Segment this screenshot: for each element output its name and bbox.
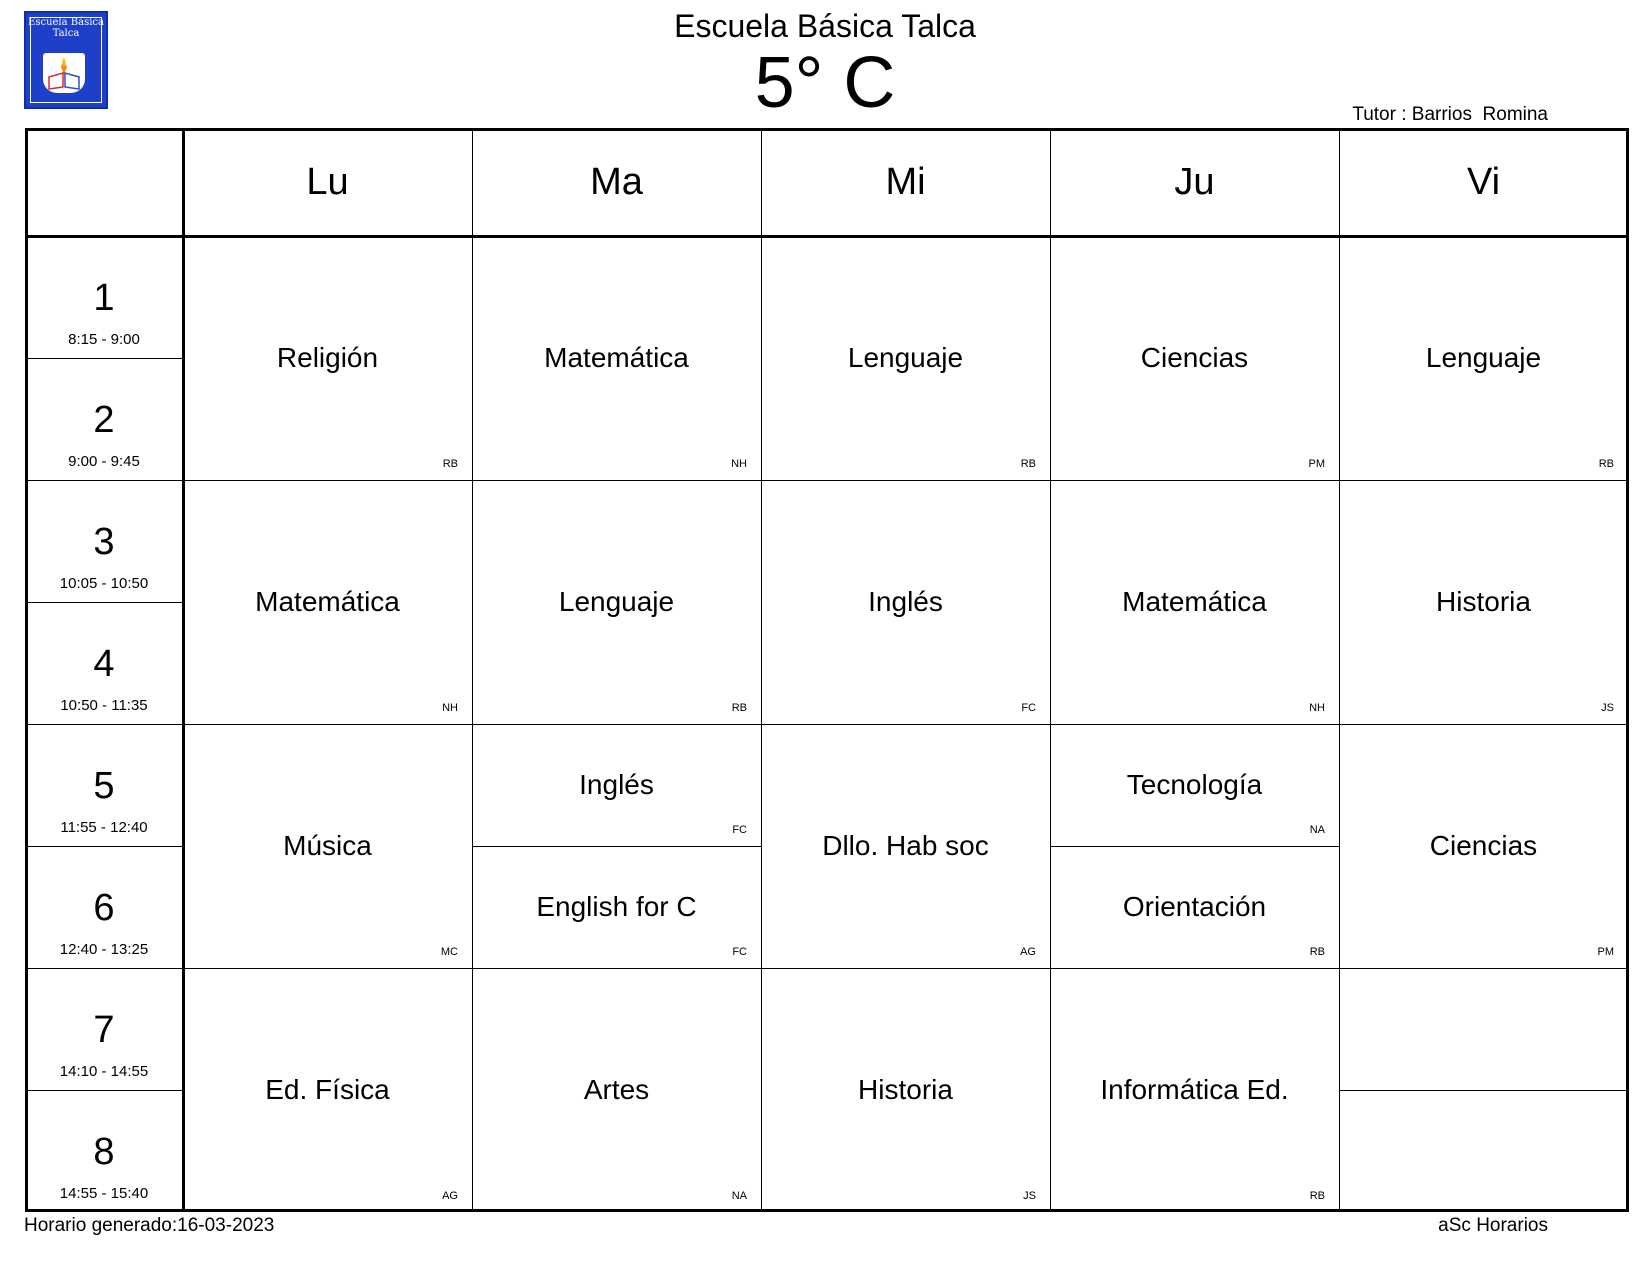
- lesson-cell[interactable]: [183, 724, 472, 968]
- lesson-subject: Ciencias: [1140, 342, 1249, 373]
- lesson-cell[interactable]: [1339, 236, 1628, 480]
- period-divider: [25, 358, 183, 359]
- day-header: Vi: [1466, 160, 1501, 203]
- lesson-teacher: NH: [1309, 702, 1325, 714]
- day-header: Mi: [885, 160, 926, 203]
- lesson-cell[interactable]: [761, 968, 1050, 1212]
- period-number: 7: [93, 1009, 115, 1051]
- period-time: 10:05 - 10:50: [59, 575, 149, 592]
- lesson-teacher: NA: [731, 1190, 747, 1202]
- lesson-cell[interactable]: [1339, 724, 1628, 968]
- period-number: 8: [93, 1131, 115, 1173]
- lesson-teacher: AG: [442, 1190, 458, 1202]
- class-name: 5° C: [754, 43, 896, 123]
- lesson-teacher: MC: [440, 946, 458, 958]
- lesson-subject: Ciencias: [1429, 830, 1538, 861]
- lesson-subject: Tecnología: [1126, 769, 1263, 800]
- empty-slot-divider: [1339, 1090, 1628, 1091]
- lesson-cell[interactable]: [183, 480, 472, 724]
- lesson-subject: Ed. Física: [265, 1074, 390, 1105]
- lesson-cell[interactable]: [1050, 236, 1339, 480]
- lesson-cell[interactable]: [1050, 724, 1339, 846]
- lesson-subject: Dllo. Hab soc: [822, 830, 989, 861]
- lesson-cell[interactable]: [472, 846, 761, 968]
- lesson-subject: Artes: [583, 1074, 650, 1105]
- lesson-teacher: RB: [1309, 946, 1325, 958]
- lesson-cell[interactable]: [1050, 480, 1339, 724]
- day-header: Lu: [306, 160, 349, 203]
- school-name: Escuela Básica Talca: [674, 8, 976, 44]
- lesson-cell[interactable]: [472, 480, 761, 724]
- lesson-cell[interactable]: [1050, 846, 1339, 968]
- lesson-teacher: JS: [1601, 702, 1614, 714]
- lesson-teacher: NH: [442, 702, 458, 714]
- period-number: 1: [93, 277, 115, 319]
- lesson-cell[interactable]: [472, 968, 761, 1212]
- software-brand: aSc Horarios: [1438, 1215, 1548, 1236]
- lesson-subject: Lenguaje: [847, 342, 964, 373]
- lesson-cell[interactable]: [1339, 480, 1628, 724]
- lesson-subject: Religión: [276, 342, 379, 373]
- period-time: 11:55 - 12:40: [60, 819, 148, 836]
- period-number: 3: [93, 521, 115, 563]
- lesson-teacher: RB: [1020, 458, 1036, 470]
- lesson-subject: Lenguaje: [558, 586, 675, 617]
- lesson-subject: Matemática: [255, 586, 400, 617]
- logo-text: Escuela Básica Talca: [28, 17, 104, 39]
- day-header: Ju: [1174, 160, 1215, 203]
- lesson-subject: Orientación: [1122, 891, 1267, 922]
- lesson-teacher: RB: [731, 702, 747, 714]
- period-time: 14:55 - 15:40: [59, 1185, 149, 1202]
- lesson-cell[interactable]: [761, 480, 1050, 724]
- lesson-cell[interactable]: [183, 236, 472, 480]
- lesson-teacher: PM: [1308, 458, 1325, 470]
- lesson-teacher: AG: [1020, 946, 1036, 958]
- lesson-subject: Música: [283, 830, 372, 861]
- period-time: 9:00 - 9:45: [68, 453, 140, 470]
- lesson-teacher: FC: [1021, 702, 1036, 714]
- timetable-grid: [25, 128, 1629, 1212]
- lesson-cell[interactable]: [472, 724, 761, 846]
- lesson-cell[interactable]: [761, 236, 1050, 480]
- lesson-subject: Lenguaje: [1425, 342, 1542, 373]
- lesson-subject: English for C: [536, 891, 697, 922]
- lesson-subject: Matemática: [1122, 586, 1267, 617]
- period-time: 12:40 - 13:25: [59, 941, 149, 958]
- period-number: 5: [93, 765, 115, 807]
- lesson-cell[interactable]: [183, 968, 472, 1212]
- lesson-subject: Inglés: [579, 769, 654, 800]
- lesson-cell[interactable]: [1050, 968, 1339, 1212]
- period-divider: [25, 602, 183, 603]
- lesson-teacher: NH: [731, 458, 747, 470]
- tutor-label: Tutor : Barrios Romina: [1352, 104, 1548, 125]
- period-time: 14:10 - 14:55: [59, 1063, 149, 1080]
- lesson-teacher: FC: [732, 824, 747, 836]
- lesson-teacher: PM: [1597, 946, 1614, 958]
- lesson-subject: Informática Ed.: [1100, 1074, 1289, 1105]
- period-time: 8:15 - 9:00: [68, 331, 140, 348]
- lesson-cell[interactable]: [761, 724, 1050, 968]
- lesson-teacher: NA: [1309, 824, 1325, 836]
- lesson-subject: Historia: [1436, 586, 1531, 617]
- period-divider: [25, 846, 183, 847]
- period-divider: [25, 1090, 183, 1091]
- lesson-teacher: RB: [442, 458, 458, 470]
- period-number: 4: [93, 643, 115, 685]
- lesson-subject: Historia: [858, 1074, 953, 1105]
- period-number: 6: [93, 887, 115, 929]
- lesson-subject: Inglés: [868, 586, 943, 617]
- generated-date: Horario generado:16-03-2023: [24, 1215, 275, 1236]
- period-time: 10:50 - 11:35: [60, 697, 148, 714]
- period-number: 2: [93, 399, 115, 441]
- lesson-cell[interactable]: [472, 236, 761, 480]
- day-header: Ma: [590, 160, 643, 203]
- lesson-teacher: RB: [1598, 458, 1614, 470]
- lesson-teacher: FC: [732, 946, 747, 958]
- lesson-subject: Matemática: [544, 342, 689, 373]
- lesson-teacher: JS: [1023, 1190, 1036, 1202]
- lesson-teacher: RB: [1309, 1190, 1325, 1202]
